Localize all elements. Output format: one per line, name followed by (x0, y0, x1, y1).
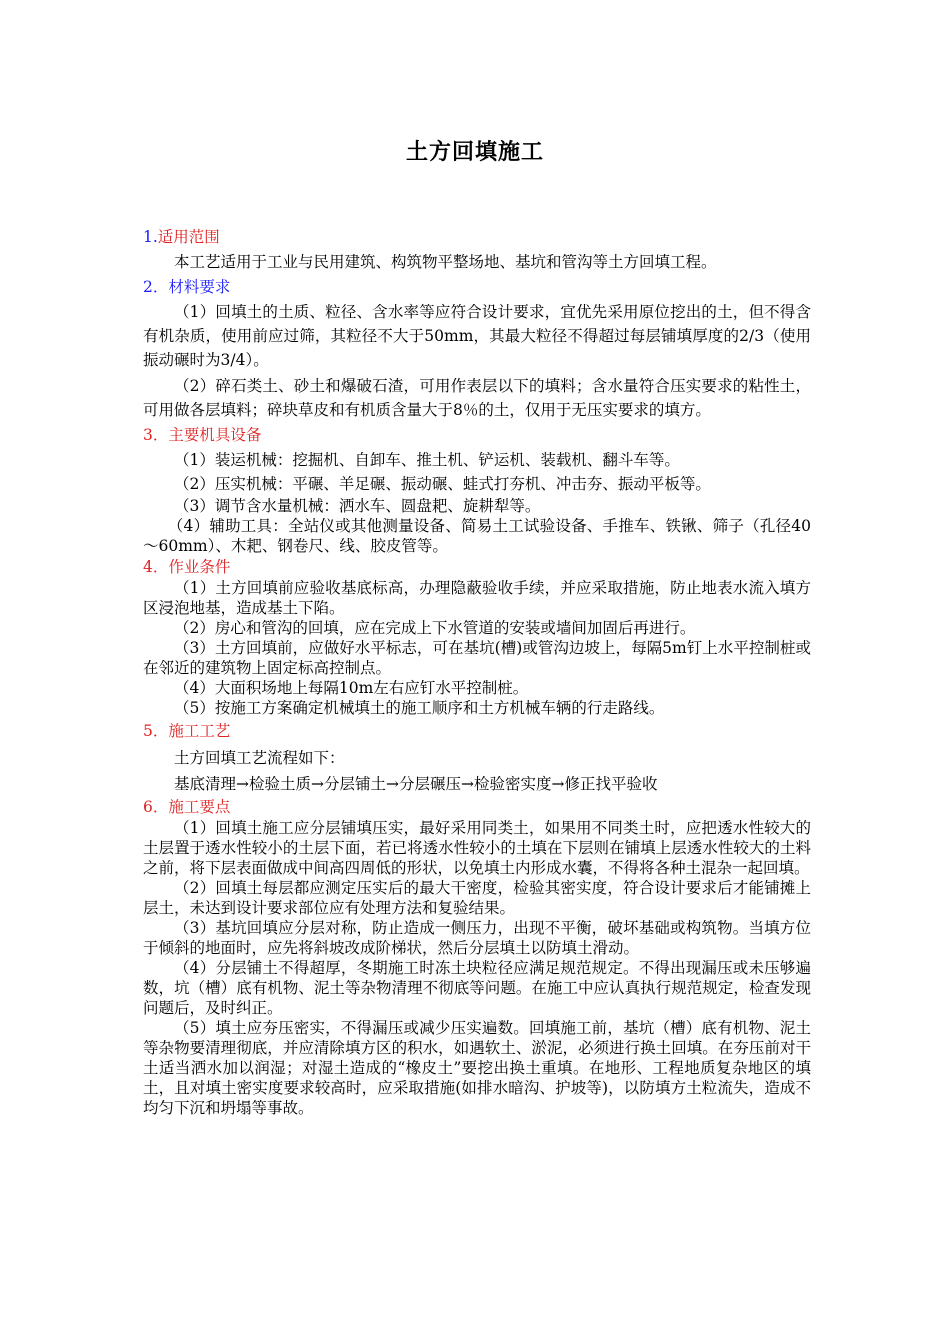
section-6-paragraph-3: （3）基坑回填应分层对称，防止造成一侧压力，出现不平衡，破坏基础或构筑物。当填方位于倾斜的地面时，应先将斜坡改成阶梯状，然后分层填土以防填土滑动。 (143, 919, 811, 957)
section-1-heading (143, 226, 811, 248)
section-4-paragraph-1: （1）土方回填前应验收基底标高，办理隐蔽验收手续，并应采取措施，防止地表水流入填方区浸泡地基，造成基土下陷。 (143, 579, 811, 617)
section-5-heading: 5．施工工艺 (143, 722, 231, 740)
section-1-title: 适用范围 (157, 228, 220, 246)
section-4-paragraph-5: （5）按施工方案确定机械填土的施工顺序和土方机械车辆的行走路线。 (174, 699, 665, 717)
section-3-paragraph-2: （2）压实机械：平碾、羊足碾、振动碾、蛙式打夯机、冲击夯、振动平板等。 (174, 475, 711, 493)
section-4-heading: 4．作业条件 (143, 558, 231, 576)
section-2-paragraph-2: （2）碎石类土、砂土和爆破石渣，可用作表层以下的填料；含水量符合压实要求的粘性土，可用做各层填料；碎块草皮和有机质含量大于8％的土，仅用于无压实要求的填方。 (143, 377, 811, 419)
section-2-title: 材料要求 (168, 278, 231, 296)
section-6-paragraph-4: （4）分层铺土不得超厚，冬期施工时冻土块粒径应满足规范规定。不得出现漏压或未压够遍数，坑（槽）底有机物、泥土等杂物清理不彻底等问题。在施工中应认真执行规范规定，检查发现问题后，及时纠正。 (143, 959, 811, 1017)
section-4-paragraph-3: （3）土方回填前，应做好水平标志，可在基坑(槽)或管沟边坡上，每隔5m钉上水平控制桩或在邻近的建筑物上固定标高控制点。 (143, 639, 811, 677)
section-5-paragraph-2: 基底清理→检验土质→分层铺土→分层碾压→检验密实度→修正找平验收 (174, 775, 658, 793)
section-1-paragraph: 本工艺适用于工业与民用建筑、构筑物平整场地、基坑和管沟等土方回填工程。 (174, 253, 717, 271)
section-3-heading: 3．主要机具设备 (143, 426, 262, 444)
section-6-paragraph-2: （2）回填土每层都应测定压实后的最大干密度，检验其密实度，符合设计要求后才能铺摊上层土，未达到设计要求部位应有处理方法和复验结果。 (143, 879, 811, 917)
section-2-paragraph-1: （1）回填土的土质、粒径、含水率等应符合设计要求，宜优先采用原位挖出的土，但不得含有机杂质，使用前应过筛，其粒径不大于50mm，其最大粒径不得超过每层铺填厚度的2/3（使用振动碾时为3/4）。 (143, 303, 811, 369)
section-6-paragraph-5: （5）填土应夯压密实，不得漏压或减少压实遍数。回填施工前，基坑（槽）底有机物、泥土等杂物要清理彻底，并应清除填方区的积水，如遇软土、淤泥，必须进行换土回填。在夯压前对干土适当洒水加以润湿；对湿土造成的“橡皮土”要挖出换土重填。在地形、工程地质复杂地区的填土，且对填土密实度要求较高时，应采取措施(如排水暗沟、护坡等)，以防填方土粒流失，造成不均匀下沉和坍塌等事故。 (143, 1019, 811, 1117)
section-4-paragraph-2: （2）房心和管沟的回填，应在完成上下水管道的安装或墙间加固后再进行。 (174, 619, 696, 637)
section-1-number: 1. (143, 228, 158, 246)
section-3-paragraph-4: （4）辅助工具：全站仪或其他测量设备、简易土工试验设备、手推车、铁锹、筛子（孔径40～60mm）、木耙、钢卷尺、线、胶皮管等。 (143, 517, 811, 555)
section-3-paragraph-1: （1）装运机械：挖掘机、自卸车、推土机、铲运机、装载机、翻斗车等。 (174, 451, 680, 469)
section-5-paragraph-1: 土方回填工艺流程如下： (174, 749, 345, 767)
section-2-number: 2． (143, 278, 169, 296)
section-4-paragraph-4: （4）大面积场地上每隔10m左右应钉水平控制桩。 (174, 679, 529, 697)
document-body (143, 226, 811, 1118)
section-2-heading (143, 276, 811, 298)
document-title: 土方回填施工 (405, 140, 544, 165)
section-6-heading: 6．施工要点 (143, 798, 231, 816)
section-3-paragraph-3: （3）调节含水量机械：洒水车、圆盘耙、旋耕犁等。 (174, 497, 541, 515)
section-6-paragraph-1: （1）回填土施工应分层铺填压实，最好采用同类土，如果用不同类土时，应把透水性较大的土层置于透水性较小的土层下面，若已将透水性较小的土填在下层则在铺填上层透水性较大的土料之前，将下层表面做成中间高四周低的形状，以免填土内形成水囊，不得将各种土混杂一起回填。 (143, 819, 811, 877)
